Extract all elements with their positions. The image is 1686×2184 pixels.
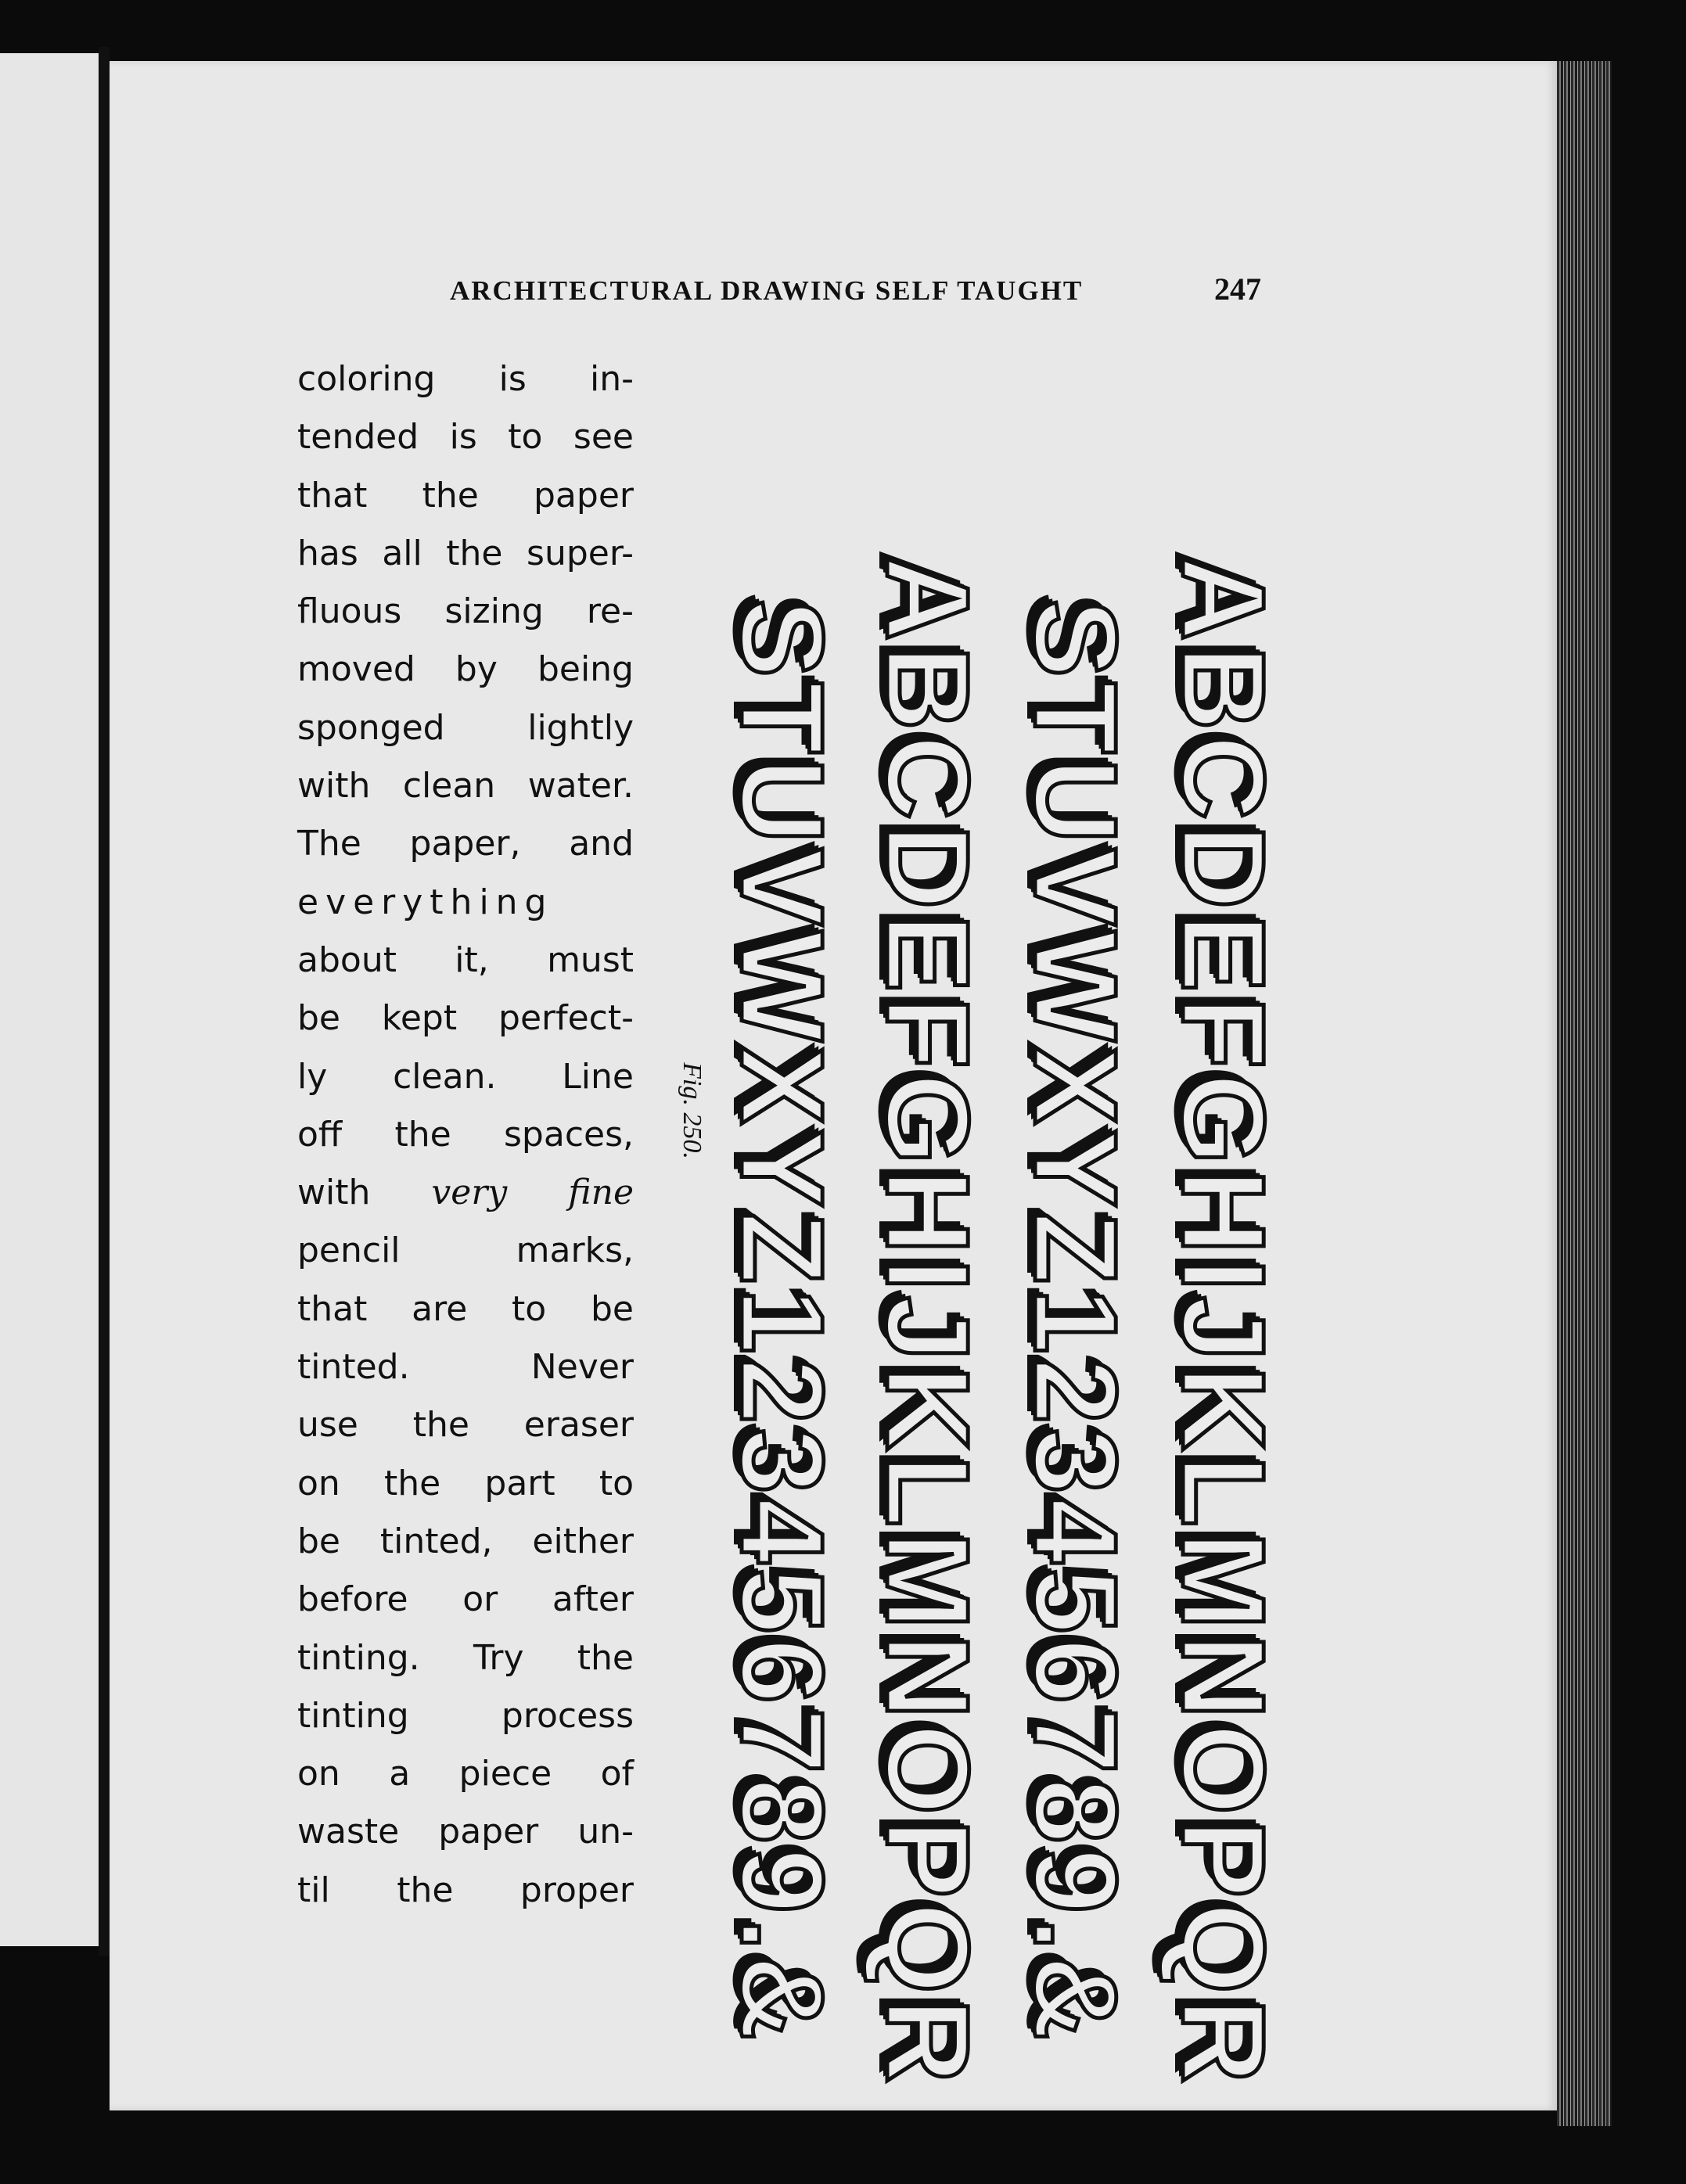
text-line: tended is to see xyxy=(297,417,634,458)
text-line: til the proper xyxy=(297,1870,634,1910)
text-line: tinting process xyxy=(297,1695,634,1736)
text-line: tinted. Never xyxy=(297,1347,634,1388)
facing-page-edge xyxy=(0,53,103,1946)
text-line: coloring is in- xyxy=(297,359,634,399)
text-line: be tinted, either xyxy=(297,1521,634,1561)
figure-caption: Fig. 250. xyxy=(678,1062,706,1159)
text-line: be kept perfect- xyxy=(297,998,634,1039)
text-line-with-emphasis xyxy=(297,1164,634,1222)
book-gutter xyxy=(99,47,110,1956)
text-line: tinting. Try the xyxy=(297,1637,634,1678)
alphabet-row-1: ABCDEFGHIJKLMNOPQR xyxy=(1158,555,1289,2089)
text-line: everything xyxy=(297,882,554,922)
text-line: before or after xyxy=(297,1579,634,1620)
text-line: use the eraser xyxy=(297,1405,634,1446)
text-line: on the part to xyxy=(297,1463,634,1503)
page-number: 247 xyxy=(1214,271,1261,307)
alphabet-row-2: STUVWXYZ123456789.& xyxy=(1010,598,1141,2046)
emphasis-text: very fine xyxy=(431,1173,634,1213)
text-line: that the paper xyxy=(297,475,634,515)
text-line: The paper, and xyxy=(297,824,634,864)
text-line: that are to be xyxy=(297,1288,634,1329)
text-line: sponged lightly xyxy=(297,707,634,748)
running-head: ARCHITECTURAL DRAWING SELF TAUGHT xyxy=(450,275,1084,306)
text-line: on a piece of xyxy=(297,1754,634,1794)
text-line: ly clean. Line xyxy=(297,1056,634,1097)
text-line: off the spaces, xyxy=(297,1114,634,1155)
text-line: pencil marks, xyxy=(297,1230,634,1271)
text-line: with clean water. xyxy=(297,766,634,806)
text-line: about it, must xyxy=(297,939,634,980)
body-text-column xyxy=(297,350,634,1920)
text-line: moved by being xyxy=(297,649,634,690)
text-fragment: with xyxy=(297,1173,371,1213)
scan-border-right xyxy=(1612,47,1686,2184)
page-block-edges xyxy=(1557,61,1612,2126)
alphabet-row-4: STUVWXYZ123456789.& xyxy=(717,598,848,2046)
text-line: fluous sizing re- xyxy=(297,591,634,632)
text-line: has all the super- xyxy=(297,533,634,573)
text-line: waste paper un- xyxy=(297,1812,634,1852)
alphabet-row-3: ABCDEFGHIJKLMNOPQR xyxy=(862,555,994,2089)
